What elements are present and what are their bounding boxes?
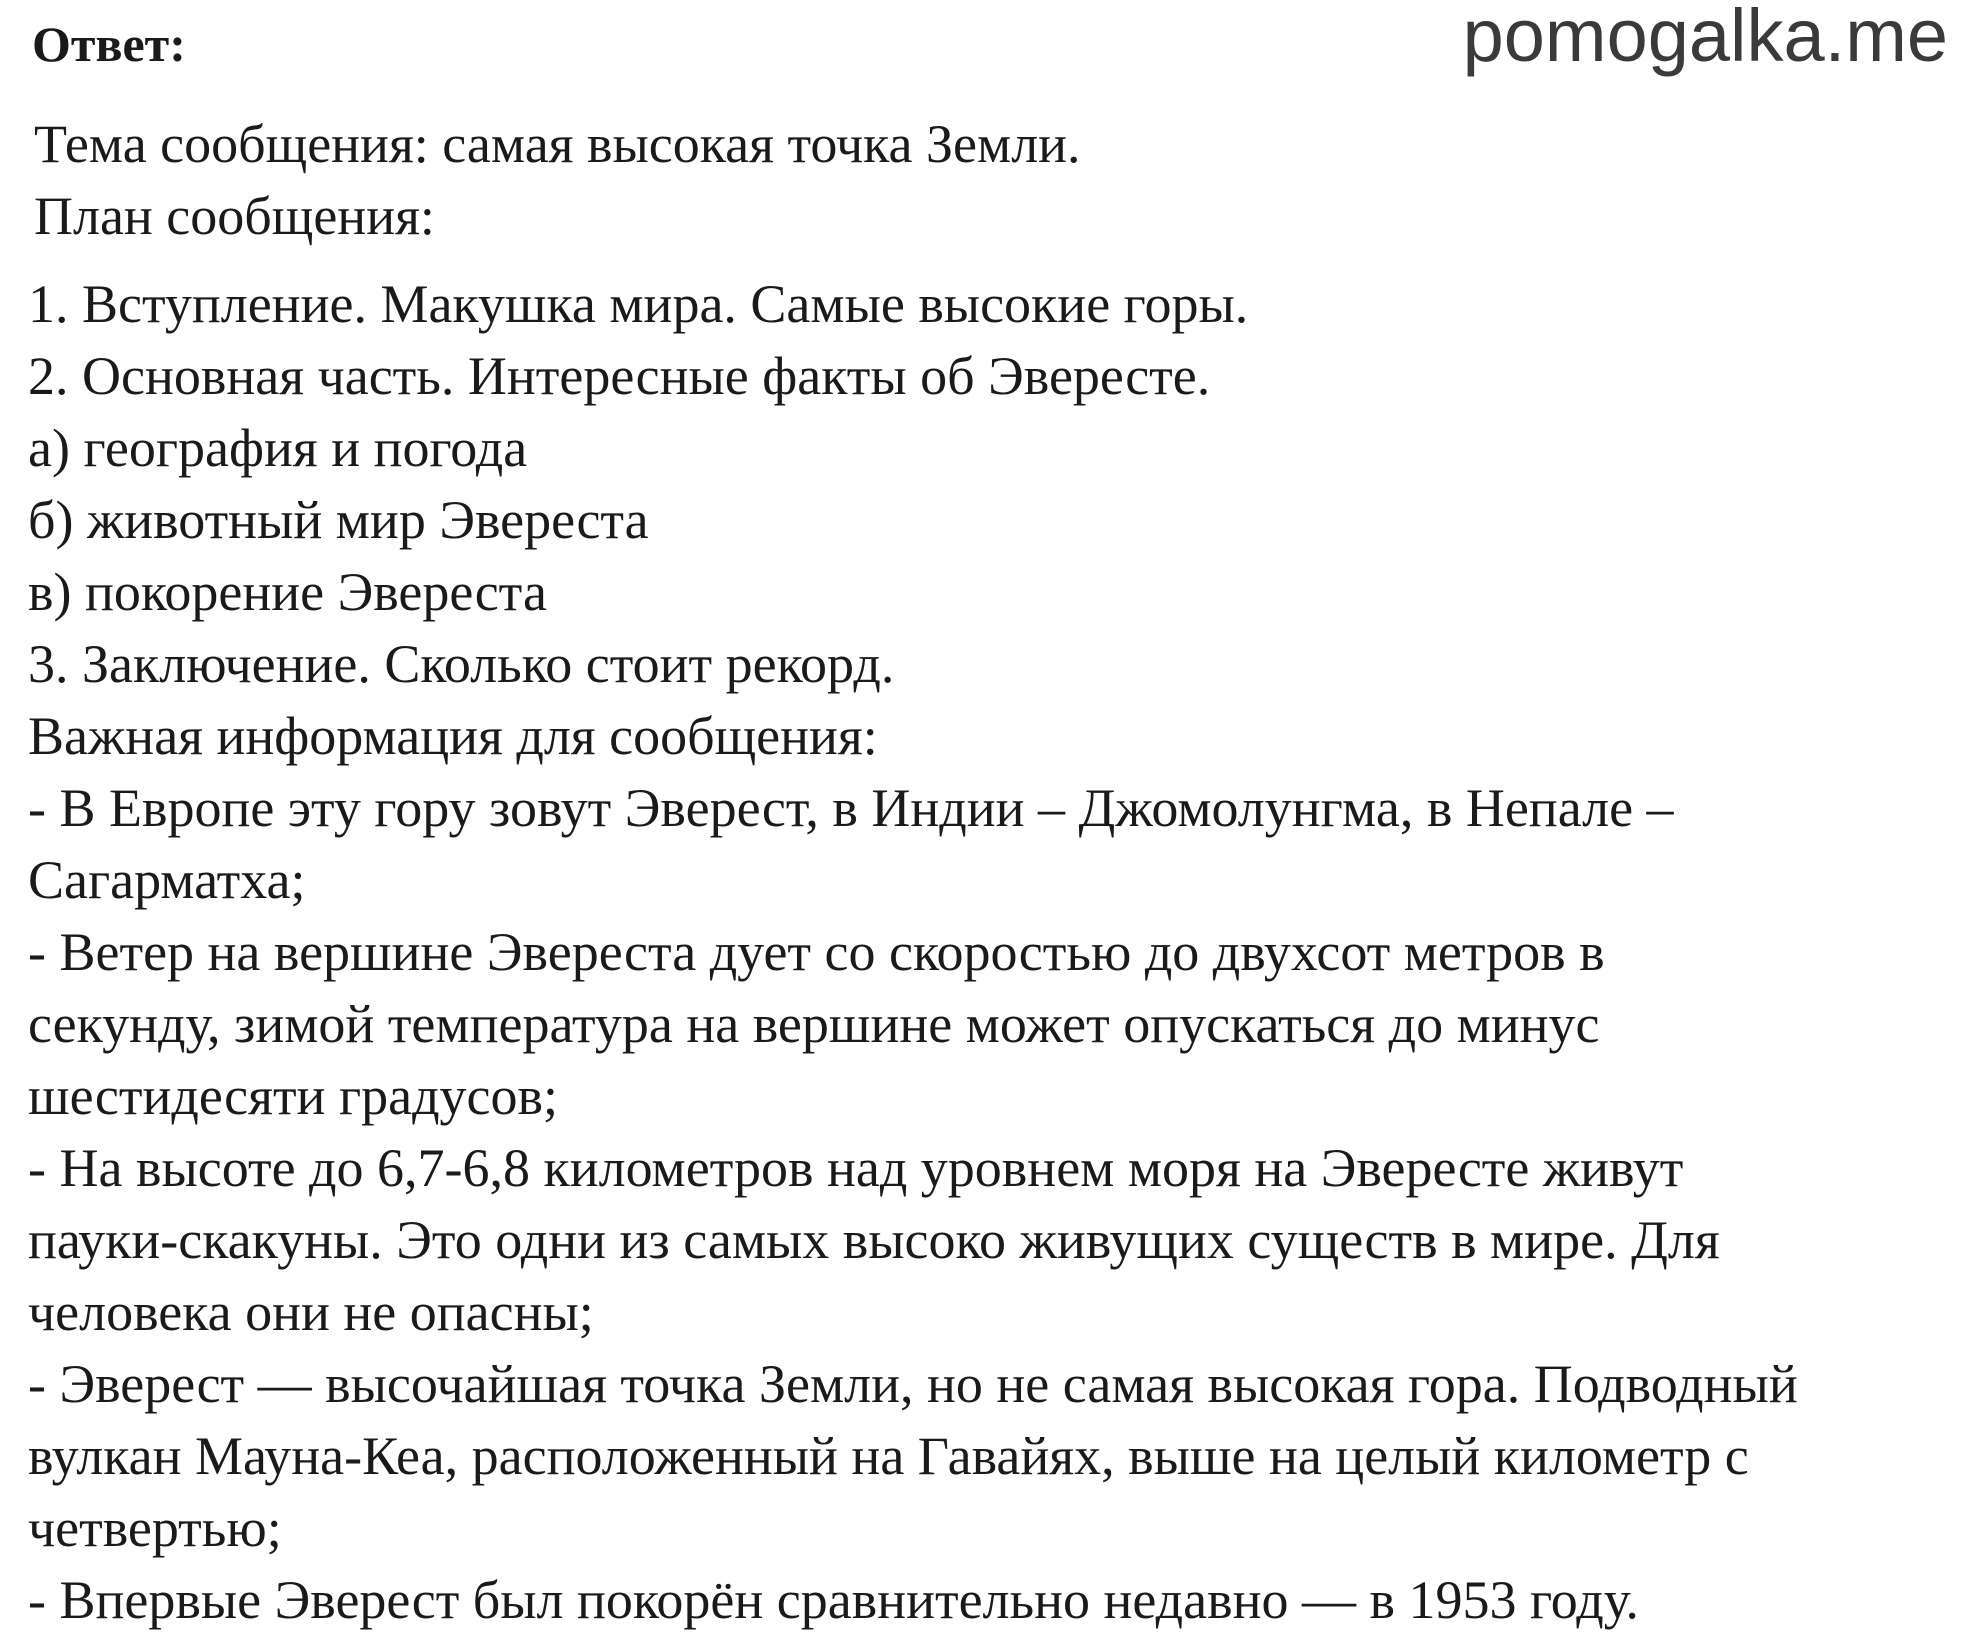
topic-line: Тема сообщения: самая высокая точка Земли. <box>34 114 1081 174</box>
plan-item: б) животный мир Эвереста <box>28 490 649 550</box>
fact-line: - На высоте до 6,7-6,8 километров над уровнем моря на Эвересте живут <box>28 1138 1684 1198</box>
fact-line: шестидесяти градусов; <box>28 1066 559 1126</box>
answer-label: Ответ: <box>32 16 186 72</box>
plan-heading: План сообщения: <box>34 186 435 246</box>
fact-line: - Впервые Эверест был покорён сравнительно недавно — в 1953 году. <box>28 1570 1639 1630</box>
info-heading: Важная информация для сообщения: <box>28 706 878 766</box>
fact-line: - Эверест — высочайшая точка Земли, но не самая высокая гора. Подводный <box>28 1354 1798 1414</box>
answer-body <box>28 108 1958 1636</box>
plan-item: 2. Основная часть. Интересные факты об Эвересте. <box>28 346 1211 406</box>
fact-line: секунду, зимой температура на вершине может опускаться до минус <box>28 994 1600 1054</box>
fact-line: - В Европе эту гору зовут Эверест, в Индии – Джомолунгма, в Непале – <box>28 778 1674 838</box>
fact-line: - Ветер на вершине Эвереста дует со скоростью до двухсот метров в <box>28 922 1605 982</box>
fact-line: пауки-скакуны. Это одни из самых высоко живущих существ в мире. Для <box>28 1210 1720 1270</box>
plan-list <box>28 268 1958 700</box>
fact-line: четвертью; <box>28 1498 282 1558</box>
plan-item: а) география и погода <box>28 418 528 478</box>
fact-line: человека они не опасны; <box>28 1282 594 1342</box>
plan-item: 3. Заключение. Сколько стоит рекорд. <box>28 634 895 694</box>
site-brand: pomogalka.me <box>1462 0 1948 77</box>
plan-item: в) покорение Эвереста <box>28 562 547 622</box>
facts-list <box>28 772 1958 1636</box>
plan-item: 1. Вступление. Макушка мира. Самые высокие горы. <box>28 274 1249 334</box>
fact-line: вулкан Мауна-Кеа, расположенный на Гавайях, выше на целый километр с <box>28 1426 1749 1486</box>
fact-line: Сагарматха; <box>28 850 306 910</box>
